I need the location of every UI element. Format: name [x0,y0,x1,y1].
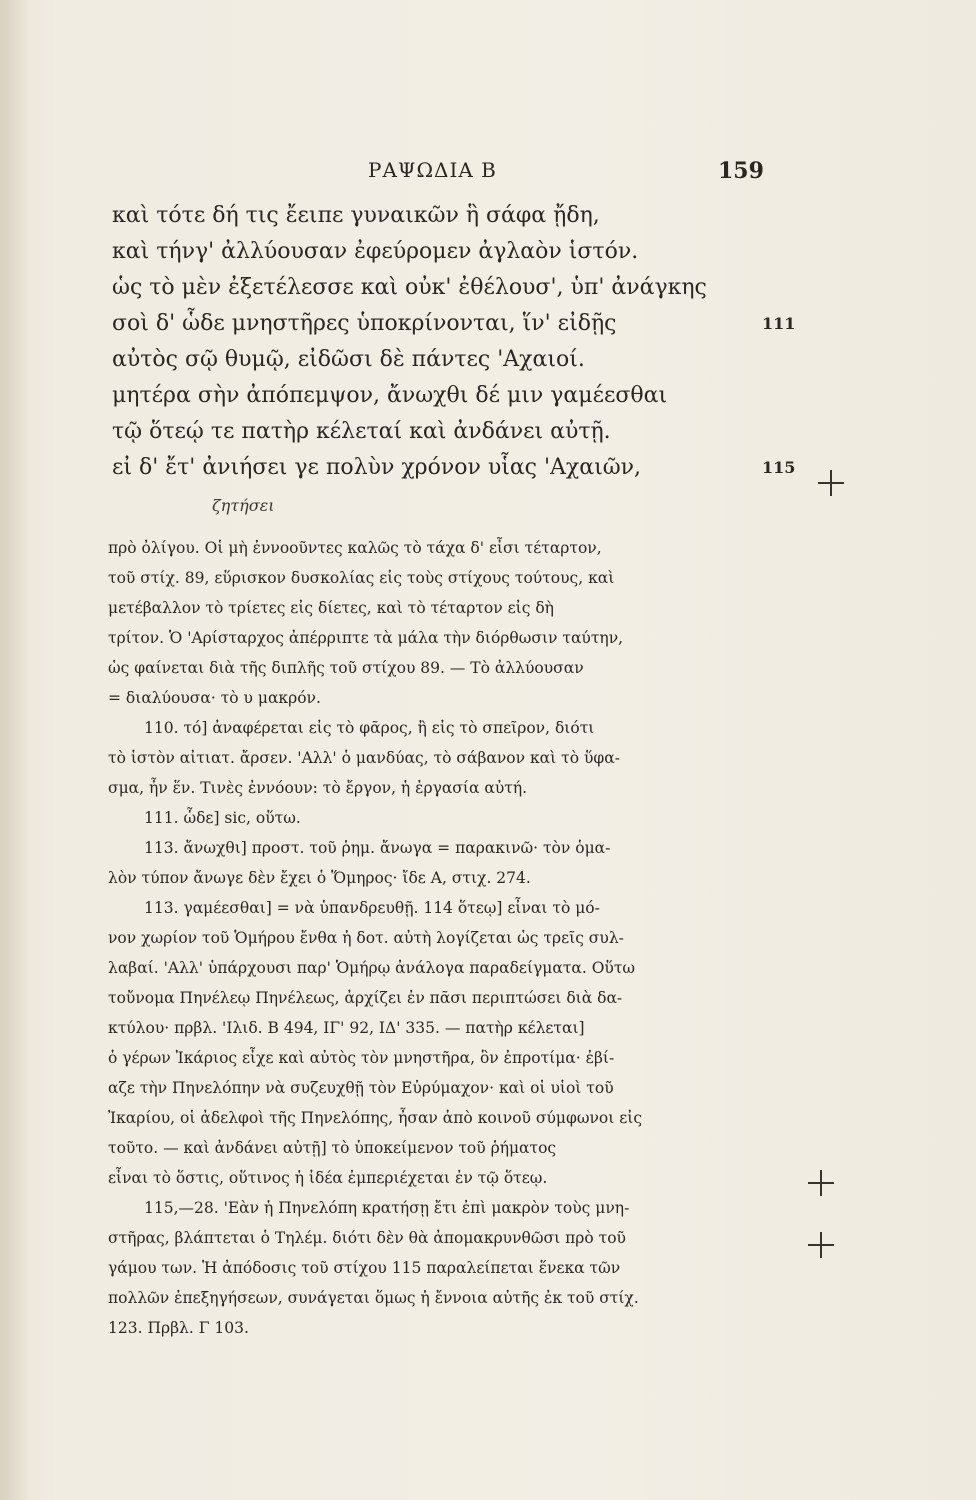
commentary-block [108,533,768,1343]
verse-text: εἰ δ' ἔτ' ἀνιήσει γε πολὺν χρόνον υἷας 'Αχαιῶν, [112,455,642,480]
verse-line [112,378,872,414]
commentary-line: νον χωρίον τοῦ Ὁμήρου ἔνθα ἡ δοτ. αὐτὴ λογίζεται ὡς τρεῖς συλ- [108,929,624,947]
commentary-line: = διαλύουσα· τὸ υ μακρόν. [108,689,321,707]
commentary-line: Ἰκαρίου, οἱ ἀδελφοὶ τῆς Πηνελόπης, ἦσαν ἀπὸ κοινοῦ σύμφωνοι εἰς [108,1109,643,1127]
commentary-line: 113. ἄνωχθι] προστ. τοῦ ῥημ. ἄνωγα = παρακινῶ· τὸν ὁμα- [144,839,611,857]
verse-line [112,306,872,342]
verse-text: αὐτὸς σῷ θυμῷ, εἰδῶσι δὲ πάντες 'Αχαιοί. [112,347,585,372]
commentary-line: ὁ γέρων Ἰκάριος εἶχε καὶ αὐτὸς τὸν μνηστῆρα, ὃν ἐπροτίμα· ἐβί- [108,1049,615,1067]
commentary-line: τοῦτο. — καὶ ἀνδάνει αὐτῇ] τὸ ὑποκείμενον τοῦ ῥήματος [108,1139,557,1157]
verse-line [112,414,872,450]
commentary-line: λὸν τύπον ἄνωγε δὲν ἔχει ὁ Ὅμηρος· ἴδε Α, στιχ. 274. [108,869,531,887]
commentary-line: αζε τὴν Πηνελόπην νὰ συζευχθῇ τὸν Εὐρύμαχον· καὶ οἱ υἱοὶ τοῦ [108,1079,614,1097]
commentary-line: τοὔνομα Πηνέλεῳ Πηνέλεως, ἀρχίζει ἐν πᾶσι περιπτώσει διὰ δα- [108,989,623,1007]
verse-line [112,450,872,486]
commentary-line: 111. ὧδε] sic, οὕτω. [144,809,301,827]
commentary-line: λαβαί. 'Αλλ' ὑπάρχουσι παρ' Ὁμήρῳ ἀνάλογα παραδείγματα. Οὕτω [108,959,636,977]
page-header [0,158,976,188]
verse-line [112,198,872,234]
verse-text: σοὶ δ' ὧδε μνηστῆρες ὑποκρίνονται, ἵν' εἰδῇς [112,311,617,336]
margin-cross-icon [808,1232,834,1258]
verse-block [112,198,872,486]
verse-number: 111 [762,314,796,333]
verse-text: καὶ τότε δή τις ἔειπε γυναικῶν ἣ σάφα ᾔδη, [112,203,600,228]
verse-line [112,342,872,378]
handwritten-gloss: ζητήσει [212,496,275,515]
verse-text: τῷ ὅτεῴ τε πατὴρ κέλεταί καὶ ἀνδάνει αὐτῇ. [112,419,611,444]
commentary-line: μετέβαλλον τὸ τρίετες εἰς δίετες, καὶ τὸ τέταρτον εἰς δὴ [108,599,554,617]
commentary-line: ὡς φαίνεται διὰ τῆς διπλῆς τοῦ στίχου 89. — Τὸ ἀλλύουσαν [108,659,584,677]
verse-line [112,234,872,270]
commentary-line: στῆρας, βλάπτεται ὁ Τηλέμ. διότι δὲν θὰ ἀπομακρυνθῶσι πρὸ τοῦ [108,1229,626,1247]
verse-text: ὡς τὸ μὲν ἐξετέλεσσε καὶ οὐκ' ἐθέλουσ', ὑπ' ἀνάγκης [112,275,707,300]
page-number: 159 [718,158,764,184]
verse-line [112,270,872,306]
commentary-line: τοῦ στίχ. 89, εὕρισκον δυσκολίας εἰς τοὺς στίχους τούτους, καὶ [108,569,615,587]
commentary-line: σμα, ἦν ἕν. Τινὲς ἐννόουν: τὸ ἔργον, ἡ ἐργασία αὐτή. [108,779,528,797]
commentary-line: 113. γαμέεσθαι] = νὰ ὑπανδρευθῇ. 114 ὅτεῳ] εἶναι τὸ μό- [144,899,600,917]
commentary-line: 123. Πρβλ. Γ 103. [108,1319,249,1337]
margin-cross-icon [808,1170,834,1196]
running-title: ΡΑΨΩΔΙΑ Β [368,158,497,182]
commentary-line: εἶναι τὸ ὅστις, οὕτινος ἡ ἰδέα ἐμπεριέχεται ἐν τῷ ὅτεῳ. [108,1169,548,1187]
commentary-line: γάμου των. Ἡ ἀπόδοσις τοῦ στίχου 115 παραλείπεται ἕνεκα τῶν [108,1259,621,1277]
page-spine-shadow [0,0,28,1500]
verse-text: καὶ τήνγ' ἀλλύουσαν ἐφεύρομεν ἀγλαὸν ἱστόν. [112,239,639,264]
commentary-line: τὸ ἱστὸν αἰτιατ. ἄρσεν. 'Αλλ' ὁ μανδύας, τὸ σάβανον καὶ τὸ ὕφα- [108,749,620,767]
commentary-line: κτύλου· πρβλ. 'Ιλιδ. Β 494, ΙΓ' 92, ΙΔ' 335. — πατὴρ κέλεται] [108,1019,585,1037]
commentary-line: 110. τό] ἀναφέρεται εἰς τὸ φᾶρος, ἢ εἰς τὸ σπεῖρον, διότι [144,719,595,737]
commentary-line: πολλῶν ἐπεξηγήσεων, συνάγεται ὅμως ἡ ἔννοια αὐτῆς ἐκ τοῦ στίχ. [108,1289,639,1307]
margin-cross-icon [818,470,844,496]
commentary-line: πρὸ ὀλίγου. Οἱ μὴ ἐννοοῦντες καλῶς τὸ τάχα δ' εἶσι τέταρτον, [108,539,602,557]
verse-number: 115 [762,458,796,477]
verse-text: μητέρα σὴν ἀπόπεμψον, ἄνωχθι δέ μιν γαμέεσθαι [112,383,668,408]
commentary-line: 115,—28. 'Εὰν ἡ Πηνελόπη κρατήσῃ ἔτι ἐπὶ μακρὸν τοὺς μνη- [144,1199,630,1217]
commentary-line: τρίτον. Ὁ 'Αρίσταρχος ἀπέρριπτε τὰ μάλα τὴν διόρθωσιν ταύτην, [108,629,624,647]
